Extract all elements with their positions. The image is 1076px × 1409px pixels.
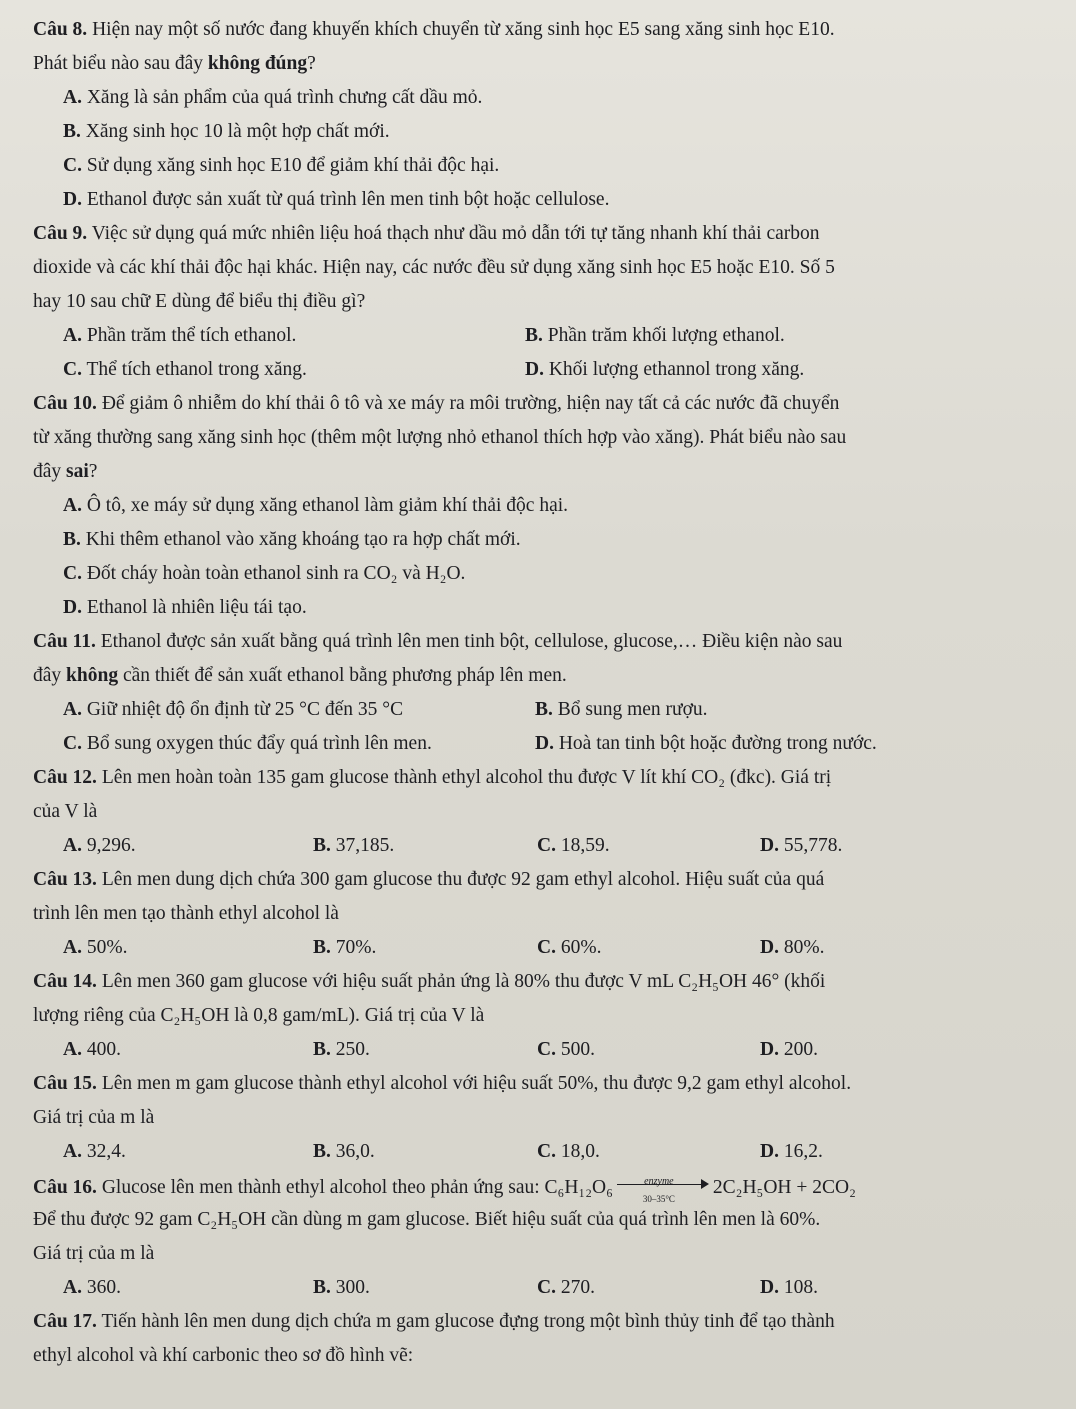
q14-number: Câu 14. (33, 971, 97, 992)
q10-option-b: B. Khi thêm ethanol vào xăng khoáng tạo ra hợp chất mới. (63, 529, 521, 550)
q13-stem-line1: Câu 13. Lên men dung dịch chứa 300 gam glucose thu được 92 gam ethyl alcohol. Hiệu suất của quá (33, 869, 825, 890)
q15-stem-line2: Giá trị của m là (33, 1107, 155, 1128)
q17-stem-line2: ethyl alcohol và khí carbonic theo sơ đồ hình vẽ: (33, 1345, 414, 1366)
q15-stem-line1: Câu 15. Lên men m gam glucose thành ethyl alcohol với hiệu suất 50%, thu được 9,2 gam ethyl alcohol. (33, 1073, 852, 1094)
q16-stem-line1: Câu 16. Glucose lên men thành ethyl alcohol theo phản ứng sau: C₆H₁₂O₆ enzyme 30–35°C 2C₂H₅OH + 2CO₂ (33, 1174, 856, 1200)
q15-option-d: D. 16,2. (760, 1141, 823, 1162)
q13-stem-line2: trình lên men tạo thành ethyl alcohol là (33, 903, 339, 924)
q14-option-b: B. 250. (313, 1039, 370, 1060)
reaction-products: 2C₂H₅OH + 2CO₂ (712, 1177, 856, 1198)
q10-option-a: A. Ô tô, xe máy sử dụng xăng ethanol làm giảm khí thải độc hại. (63, 495, 569, 516)
q12-number: Câu 12. (33, 767, 97, 788)
q8-number: Câu 8. (33, 19, 88, 40)
q15-option-b: B. 36,0. (313, 1141, 375, 1162)
q16-option-c: C. 270. (537, 1277, 595, 1298)
q16-stem-line2: Để thu được 92 gam C₂H₅OH cần dùng m gam glucose. Biết hiệu suất của quá trình lên men là 60%. (33, 1209, 821, 1230)
q12-stem-line2: của V là (33, 801, 98, 822)
q15-option-a: A. 32,4. (63, 1141, 126, 1162)
q9-stem-line3: hay 10 sau chữ E dùng để biểu thị điều gì? (33, 291, 366, 312)
q8-stem-line2: Phát biểu nào sau đây không đúng? (33, 53, 316, 74)
q10-number: Câu 10. (33, 393, 97, 414)
q12-option-b: B. 37,185. (313, 835, 395, 856)
q14-option-a: A. 400. (63, 1039, 121, 1060)
q9-stem-line2: dioxide và các khí thải độc hại khác. Hiện nay, các nước đều sử dụng xăng sinh học E5 hoặc E10. Số 5 (33, 257, 835, 278)
q11-option-d: D. Hoà tan tinh bột hoặc đường trong nước. (535, 733, 877, 754)
q9-option-a: A. Phần trăm thể tích ethanol. (63, 325, 297, 346)
q12-option-a: A. 9,296. (63, 835, 136, 856)
q11-number: Câu 11. (33, 631, 96, 652)
q11-stem-line2: đây không cần thiết để sản xuất ethanol bằng phương pháp lên men. (33, 665, 567, 686)
q16-option-d: D. 108. (760, 1277, 818, 1298)
q14-stem-line1: Câu 14. Lên men 360 gam glucose với hiệu suất phản ứng là 80% thu được V mL C₂H₅OH 46° (khối (33, 971, 826, 992)
q9-option-c: C. Thể tích ethanol trong xăng. (63, 359, 307, 380)
q17-stem-line1: Câu 17. Tiến hành lên men dung dịch chứa m gam glucose đựng trong một bình thủy tinh để tạo thành (33, 1311, 835, 1332)
q8-option-b: B. Xăng sinh học 10 là một hợp chất mới. (63, 121, 390, 142)
q17-number: Câu 17. (33, 1311, 97, 1332)
q15-number: Câu 15. (33, 1073, 97, 1094)
q8-option-d: D. Ethanol được sản xuất từ quá trình lên men tinh bột hoặc cellulose. (63, 189, 610, 210)
q14-stem-line2: lượng riêng của C₂H₅OH là 0,8 gam/mL). Giá trị của V là (33, 1005, 485, 1026)
q13-option-b: B. 70%. (313, 937, 377, 958)
q16-option-b: B. 300. (313, 1277, 370, 1298)
q15-option-c: C. 18,0. (537, 1141, 600, 1162)
q12-option-c: C. 18,59. (537, 835, 610, 856)
q13-number: Câu 13. (33, 869, 97, 890)
q13-option-d: D. 80%. (760, 937, 825, 958)
q11-stem-line1: Câu 11. Ethanol được sản xuất bằng quá trình lên men tinh bột, cellulose, glucose,… Điều kiện nào sau (33, 631, 843, 652)
arrow-condition-bottom: 30–35°C (642, 1194, 675, 1204)
q8-option-a: A. Xăng là sản phẩm của quá trình chưng cất dầu mỏ. (63, 87, 483, 108)
q13-option-c: C. 60%. (537, 937, 602, 958)
reaction-arrow (617, 1174, 709, 1204)
q14-option-c: C. 500. (537, 1039, 595, 1060)
q10-option-d: D. Ethanol là nhiên liệu tái tạo. (63, 597, 307, 618)
q11-option-a: A. Giữ nhiệt độ ổn định từ 25 °C đến 35 °C (63, 699, 404, 720)
q11-option-c: C. Bổ sung oxygen thúc đẩy quá trình lên men. (63, 733, 432, 754)
q9-number: Câu 9. (33, 223, 88, 244)
q10-option-c: C. Đốt cháy hoàn toàn ethanol sinh ra CO₂ và H₂O. (63, 563, 466, 584)
q12-option-d: D. 55,778. (760, 835, 843, 856)
q8-option-c: C. Sử dụng xăng sinh học E10 để giảm khí thải độc hại. (63, 155, 500, 176)
q10-stem-line1: Câu 10. Để giảm ô nhiễm do khí thải ô tô và xe máy ra môi trường, hiện nay tất cả các nước đã chuyển (33, 393, 840, 414)
q10-stem-line3: đây sai? (33, 461, 98, 482)
q9-option-b: B. Phần trăm khối lượng ethanol. (525, 325, 785, 346)
q16-stem-line3: Giá trị của m là (33, 1243, 155, 1264)
q14-option-d: D. 200. (760, 1039, 818, 1060)
q12-stem-line1: Câu 12. Lên men hoàn toàn 135 gam glucose thành ethyl alcohol thu được V lít khí CO₂ (đkc). Giá trị (33, 767, 832, 788)
arrow-head-icon (701, 1179, 709, 1189)
q16-number: Câu 16. (33, 1177, 97, 1198)
q9-option-d: D. Khối lượng ethannol trong xăng. (525, 359, 805, 380)
q16-option-a: A. 360. (63, 1277, 121, 1298)
q8-stem-line1: Câu 8. Hiện nay một số nước đang khuyến khích chuyển từ xăng sinh học E5 sang xăng sinh học E10. (33, 19, 835, 40)
q10-stem-line2: từ xăng thường sang xăng sinh học (thêm một lượng nhỏ ethanol thích hợp vào xăng). Phát biểu nào sau (33, 427, 847, 448)
q13-option-a: A. 50%. (63, 937, 128, 958)
q9-stem-line1: Câu 9. Việc sử dụng quá mức nhiên liệu hoá thạch như dầu mỏ dẫn tới tự tăng nhanh khí thải carbon (33, 223, 820, 244)
arrow-condition-top: enzyme (644, 1176, 674, 1187)
q11-option-b: B. Bổ sung men rượu. (535, 699, 708, 720)
